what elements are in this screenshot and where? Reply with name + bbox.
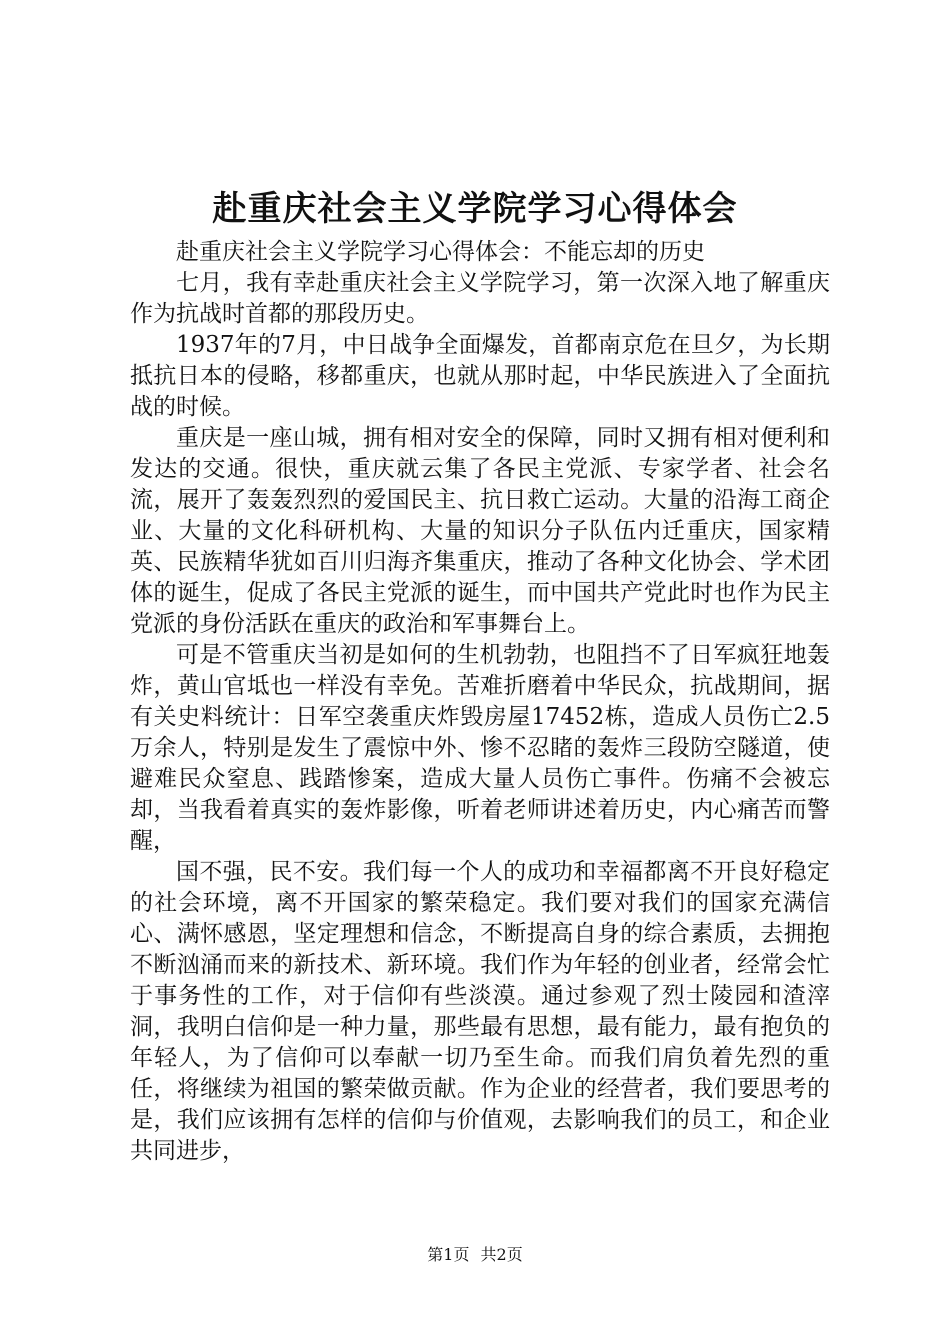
paragraph: 七月，我有幸赴重庆社会主义学院学习，第一次深入地了解重庆作为抗战时首都的那段历史。 <box>130 270 830 327</box>
page-footer <box>0 1244 950 1266</box>
page-number-current: 第1页 <box>427 1245 470 1264</box>
page-number-total: 共2页 <box>480 1245 523 1264</box>
paragraph: 重庆是一座山城，拥有相对安全的保障，同时又拥有相对便利和发达的交通。很快，重庆就云集了各民主党派、专家学者、社会名流，展开了轰轰烈烈的爱国民主、抗日救亡运动。大量的沿海工商企业、大量的文化科研机构、大量的知识分子队伍内迁重庆，国家精英、民族精华犹如百川归海齐集重庆，推动了各种文化协会、学术团体的诞生，促成了各民主党派的诞生，而中国共产党此时也作为民主党派的身份活跃在重庆的政治和军事舞台上。 <box>130 425 830 637</box>
paragraph: 国不强，民不安。我们每一个人的成功和幸福都离不开良好稳定的社会环境，离不开国家的繁荣稳定。我们要对我们的国家充满信心、满怀感恩，坚定理想和信念，不断提高自身的综合素质，去拥抱不断汹涌而来的新技术、新环境。我们作为年轻的创业者，经常会忙于事务性的工作，对于信仰有些淡漠。通过参观了烈士陵园和渣滓洞，我明白信仰是一种力量，那些最有思想，最有能力，最有抱负的年轻人，为了信仰可以奉献一切乃至生命。而我们肩负着先烈的重任，将继续为祖国的繁荣做贡献。作为企业的经营者，我们要思考的是，我们应该拥有怎样的信仰与价值观，去影响我们的员工，和企业共同进步， <box>130 859 830 1164</box>
paragraph: 1937年的7月，中日战争全面爆发，首都南京危在旦夕，为长期抵抗日本的侵略，移都重庆，也就从那时起，中华民族进入了全面抗战的时候。 <box>130 332 830 420</box>
paragraph: 可是不管重庆当初是如何的生机勃勃，也阻挡不了日军疯狂地轰炸，黄山官坻也一样没有幸免。苦难折磨着中华民众，抗战期间，据有关史料统计：日军空袭重庆炸毁房屋17452栋，造成人员伤亡2.5万余人，特别是发生了震惊中外、惨不忍睹的轰炸三段防空隧道，使避难民众窒息、践踏惨案，造成大量人员伤亡事件。伤痛不会被忘却，当我看着真实的轰炸影像，听着老师讲述着历史，内心痛苦而警醒， <box>130 642 830 854</box>
document-body <box>130 237 830 1167</box>
paragraph-subtitle: 赴重庆社会主义学院学习心得体会：不能忘却的历史 <box>176 239 705 265</box>
document-title: 赴重庆社会主义学院学习心得体会 <box>212 189 738 229</box>
